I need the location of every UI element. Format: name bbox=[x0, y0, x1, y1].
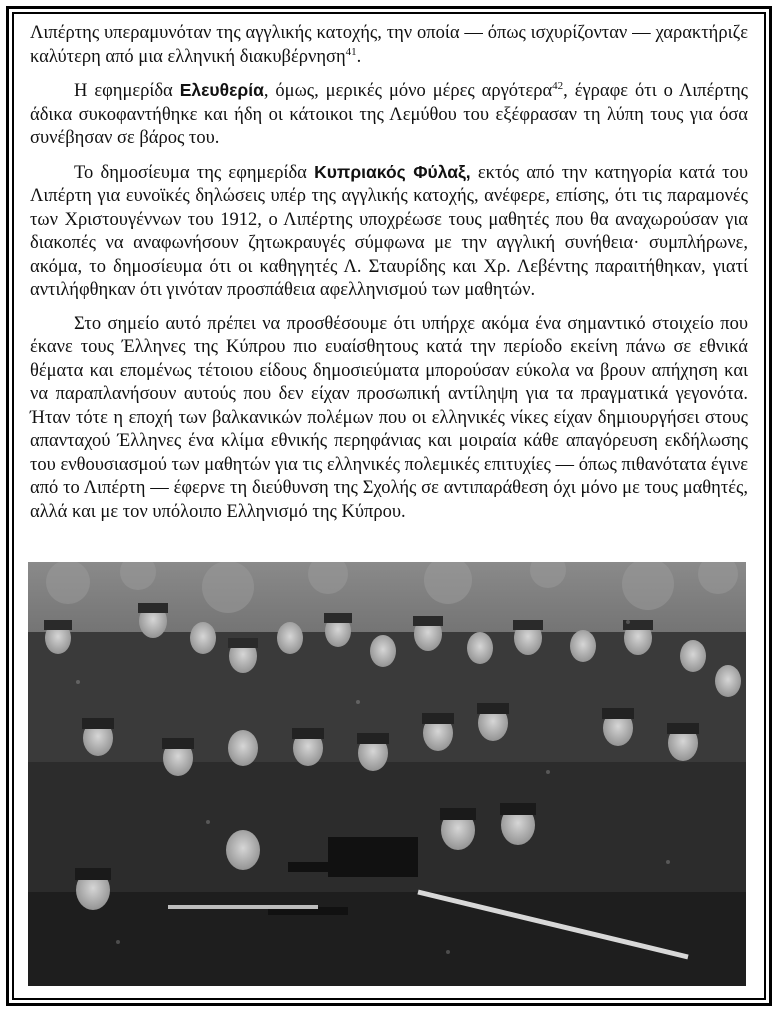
p3-text-b: εκτός από την κατηγορία κατά του Λιπέρτη για ευνοϊκές δηλώσεις υπέρ της αγγλικής κατοχής, ανέφερε, επίσης, ότι τις παραμονές των Χριστουγέννων του 1912, ο Λιπέρτης υποχρέωσε τους μαθητές που θα αναχωρούσαν για διακοπές να αναφωνήσουν ζητωκραυγές σύμφωνα με την αγγλική συνήθεια· συμπλήρωνε, ακόμα, το δημοσίευμα ότι οι καθηγητές Λ. Σταυρίδης και Χρ. Λεβέντης παραιτήθηκαν, γιατί αντιλήφθηκαν ότι γινόταν προσπάθεια αφελληνισμού των μαθητών. bbox=[30, 162, 749, 300]
p3-text-a: Το δημοσίευμα της εφημερίδα bbox=[74, 162, 315, 183]
p2-text-b: , όμως, μερικές μόνο μέρες αργότερα bbox=[263, 81, 553, 101]
newspaper-name-kypriakos-fylax: Κυπριακός Φύλαξ, bbox=[314, 161, 471, 182]
footnote-41[interactable]: 41 bbox=[345, 45, 357, 58]
p4-text-a: Στο σημείο αυτό πρέπει να προσθέσουμε ότι υπήρχε ακόμα ένα σημαντικό στοιχείο που έκανε τους Έλληνες της Κύπρου πιο ευαίσθητους κατά την περίοδο εκείνη πάνω σε εθνικά θέματα και επομένως τέτοιου είδους δημοσιεύματα μπορούσαν εύκολα να βρουν απήχηση και να παραπλανήσουν αυτούς που δεν είχαν προσωπική αντίληψη για τα πραγματικά γεγονότα. Ήταν τότε η εποχή των βαλκανικών πολέμων που οι ελληνικές νίκες είχαν δημιουργήσει στους απανταχού Έλληνες ένα κλίμα εθνικής περηφάνιας και μοιραία κάθε απαγόρευση εκδήλωσης του ενθουσιασμού των μαθητών για τις ελληνικές πολεμικές επιτυχίες — όπως πιθανότατα έγινε από το Λιπέρτη — έφερνε τη διεύθυνση της Σχολής σε αντιπαράθεση όχι μόνο με τους μαθητές, αλλά και με τον υπόλοιπο Ελληνισμό της Κύπρου. bbox=[30, 313, 748, 522]
paragraph-4 bbox=[30, 313, 748, 525]
p2-text-a: Η εφημερίδα bbox=[74, 81, 180, 101]
p2-text-c: , έγραφε ότι ο Λιπέρτης άδικα συκοφαντήθηκε και ήδη οι κάτοικοι της Λεμύθου του εξέφρασαν τη λύπη τους για όσα συνέβησαν σε βάρος του. bbox=[30, 81, 748, 148]
group-photo-image bbox=[28, 562, 746, 986]
group-photo bbox=[28, 562, 746, 986]
p1-text-a: Λιπέρτης υπεραμυνόταν της αγγλικής κατοχής, την οποία — όπως ισχυρίζονταν — χαρακτήριζε καλύτερη από μια ελληνική διακυβέρνηση bbox=[30, 23, 748, 67]
footnote-42[interactable]: 42 bbox=[552, 79, 564, 92]
paragraph-3 bbox=[30, 161, 748, 303]
paragraph-1 bbox=[30, 22, 748, 69]
newspaper-name-eleftheria: Ελευθερία bbox=[179, 80, 264, 100]
p1-text-b: . bbox=[356, 46, 362, 67]
paragraph-2 bbox=[30, 79, 748, 151]
article-text bbox=[30, 22, 748, 534]
